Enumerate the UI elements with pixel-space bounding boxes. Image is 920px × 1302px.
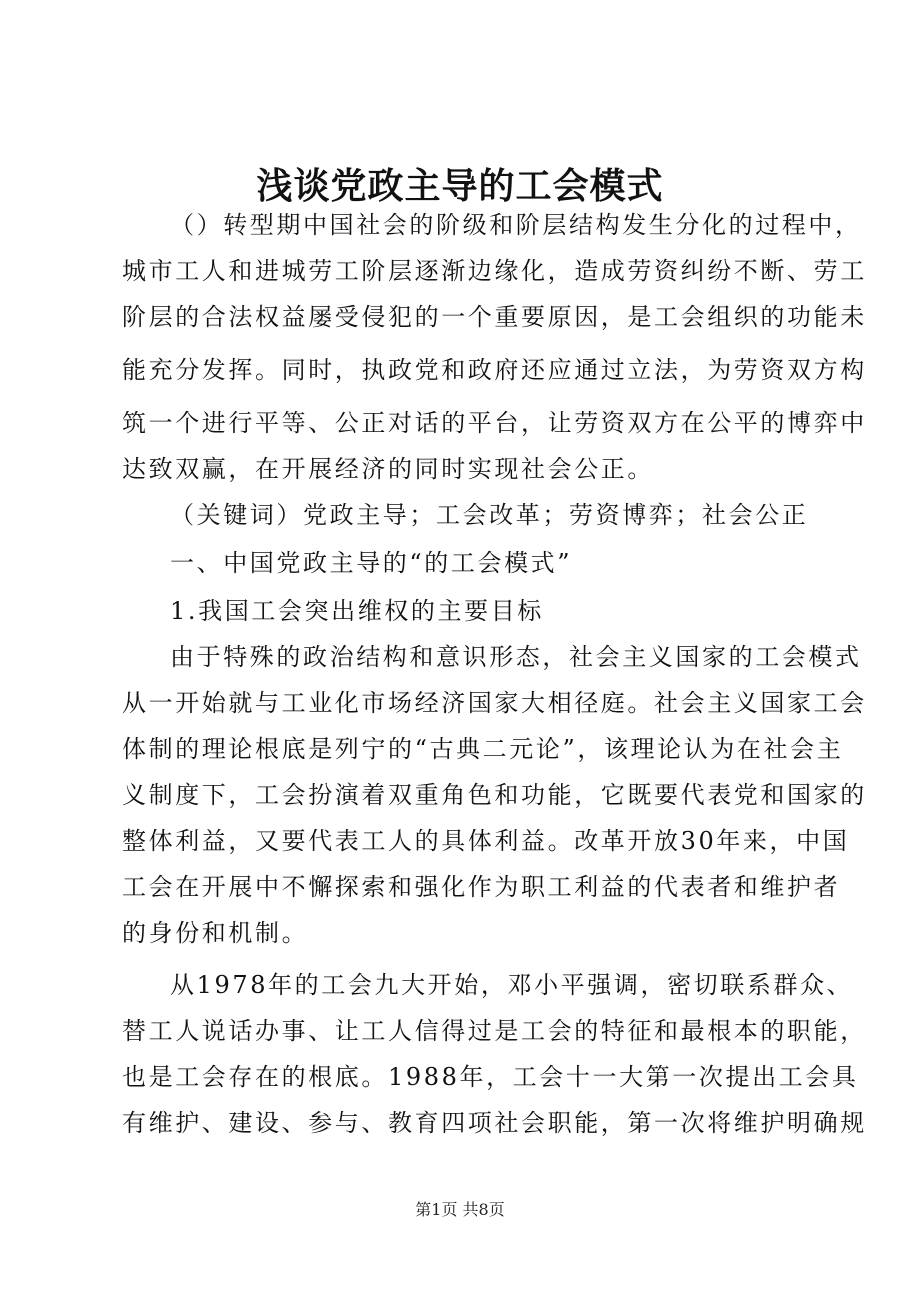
document-title: 浅谈党政主导的工会模式 xyxy=(256,165,664,207)
page-footer: 第1页 共8页 xyxy=(415,1200,505,1219)
text-line: 的身份和机制。 xyxy=(122,919,309,947)
text-line: 阶层的合法权益屡受侵犯的一个重要原因，是工会组织的功能未 xyxy=(122,303,867,331)
text-line: 1.我国工会突出维权的主要目标 xyxy=(170,597,544,625)
text-line: 体制的理论根底是列宁的“古典二元论”，该理论认为在社会主 xyxy=(122,735,844,763)
text-line: 有维护、建设、参与、教育四项社会职能，第一次将维护明确规 xyxy=(122,1109,867,1137)
text-line: 义制度下，工会扮演着双重角色和功能，它既要代表党和国家的 xyxy=(122,781,867,809)
text-line: 从一开始就与工业化市场经济国家大相径庭。社会主义国家工会 xyxy=(122,689,867,717)
text-line: 一、中国党政主导的“的工会模式” xyxy=(170,549,573,577)
text-line: 由于特殊的政治结构和意识形态，社会主义国家的工会模式 xyxy=(170,643,862,671)
text-line: 城市工人和进城劳工阶层逐渐边缘化，造成劳资纠纷不断、劳工 xyxy=(122,257,867,285)
text-line: 能充分发挥。同时，执政党和政府还应通过立法，为劳资双方构 xyxy=(122,356,867,384)
text-line: 从1978年的工会九大开始，邓小平强调，密切联系群众、 xyxy=(170,971,854,999)
text-line: 也是工会存在的根底。1988年，工会十一大第一次提出工会具 xyxy=(122,1063,859,1091)
text-line: （关键词）党政主导；工会改革；劳资博弈；社会公正 xyxy=(170,501,809,529)
text-line: 替工人说话办事、让工人信得过是工会的特征和最根本的职能， xyxy=(122,1017,867,1045)
text-line: 筑一个进行平等、公正对话的平台，让劳资双方在公平的博弈中 xyxy=(122,409,867,437)
text-line: 工会在开展中不懈探索和强化作为职工利益的代表者和维护者 xyxy=(122,873,841,901)
text-line: （）转型期中国社会的阶级和阶层结构发生分化的过程中， xyxy=(170,211,862,239)
text-line: 达致双赢，在开展经济的同时实现社会公正。 xyxy=(122,455,654,483)
text-line: 整体利益，又要代表工人的具体利益。改革开放30年来，中国 xyxy=(122,827,850,855)
